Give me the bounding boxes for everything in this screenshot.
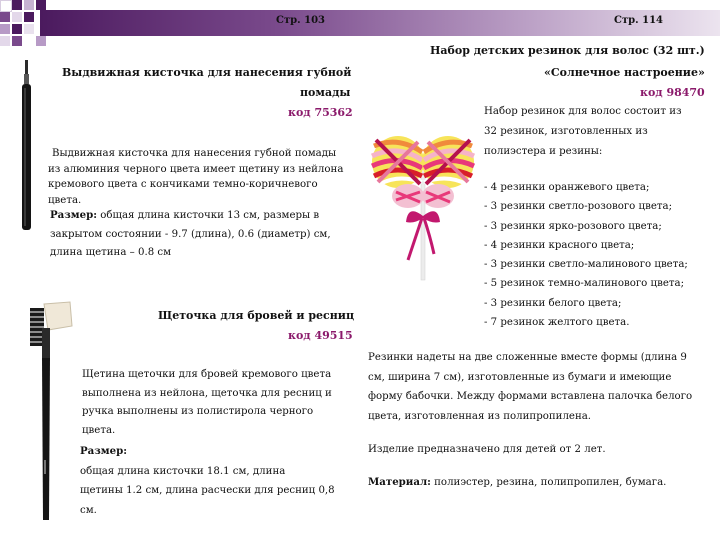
comb-neck (42, 328, 50, 358)
brush-title-line1: Выдвижная кисточка для нанесения губной (62, 66, 352, 79)
header-square (12, 12, 22, 22)
brush-size-label: Размер: (50, 209, 97, 221)
set-items-list (484, 178, 716, 332)
comb-teeth (30, 308, 44, 346)
header-square (36, 0, 46, 10)
set-title-line1: Набор детских резинок для волос (32 шт.) (430, 44, 705, 57)
comb-desc-line4: цвета. (82, 424, 116, 436)
brush-size-line1 (50, 206, 370, 226)
butterfly-left-wing (372, 136, 424, 188)
header-square (36, 36, 46, 46)
set-code: код 98470 (640, 86, 705, 99)
header-square (12, 36, 22, 46)
comb-desc-line3: ручка выполнены из полистирола черного (82, 406, 314, 417)
brush-size-line2: закрытом состоянии - 9.7 (длина), 0.6 (диаметр) см, (50, 228, 331, 240)
set-intro-line3: полиэстера и резины: (484, 146, 603, 157)
list-item: - 7 резинок желтого цвета. (484, 317, 630, 329)
butterfly-right-wing (422, 136, 474, 188)
comb-size-line2: щетины 1.2 см, длина расчески для ресниц 0,8 (80, 485, 335, 496)
brush-highlight (24, 88, 26, 226)
brush-size-text1: общая длина кисточки 13 см, размеры в (96, 210, 320, 221)
set-desc-line4: цвета, изготовленная из полипропилена. (368, 410, 592, 422)
brush-ferrule (24, 74, 29, 84)
set-title-line2: «Солнечное настроение» (544, 66, 705, 79)
header-square (0, 24, 10, 34)
list-item: - 3 резинки светло-малинового цвета; (484, 259, 688, 271)
set-material (368, 476, 666, 488)
header-square (24, 12, 34, 22)
butterfly-stick (421, 172, 425, 280)
brush-handle (22, 84, 31, 230)
header-square (24, 24, 34, 34)
butterfly-hair-ties-image (368, 132, 480, 282)
list-item: - 3 резинки ярко-розового цвета; (484, 220, 662, 232)
comb-code: код 49515 (288, 329, 353, 342)
set-intro-line2: 32 резинок, изготовленных из (484, 126, 648, 137)
header-square (12, 24, 22, 34)
header-square (0, 12, 10, 22)
set-material-value: полиэстер, резина, полипропилен, бумага. (430, 477, 667, 488)
comb-desc-line2: выполнена из нейлона, щеточка для ресниц и (82, 387, 332, 399)
list-item: - 5 резинок темно-малинового цвета; (484, 278, 684, 290)
page-number-right: Стр. 114 (614, 15, 663, 26)
lip-brush-image (14, 58, 40, 238)
comb-handle (42, 358, 50, 520)
brush-tip (25, 60, 28, 74)
comb-title: Щеточка для бровей и ресниц (158, 309, 355, 322)
comb-desc-line1: Щетина щеточки для бровей кремового цвета (82, 369, 332, 380)
comb-size-line3: см. (80, 504, 97, 516)
list-item: - 3 резинки светло-розового цвета; (484, 201, 673, 213)
header-square (24, 0, 34, 10)
set-age: Изделие предназначено для детей от 2 лет. (368, 444, 606, 455)
comb-description (82, 366, 372, 440)
brow-comb-image (26, 300, 76, 525)
page-number-left: Стр. 103 (276, 15, 325, 26)
header-square (0, 36, 10, 46)
header-square (0, 0, 12, 12)
list-item: - 4 резинки красного цвета; (484, 239, 635, 251)
set-intro-line1: Набор резинок для волос состоит из (484, 106, 682, 117)
set-description (368, 348, 714, 426)
list-item: - 3 резинки белого цвета; (484, 297, 622, 309)
comb-size-line1: общая длина кисточки 18.1 см, длина (80, 465, 286, 477)
brush-description: Выдвижная кисточка для нанесения губной помады из алюминия черного цвета имеет щетину из нейлона кремового цвета с кончиками темно-коричневого цвета. (48, 148, 344, 206)
brush-size (50, 206, 370, 263)
brush-code: код 75362 (288, 106, 353, 119)
header-square (12, 0, 22, 10)
comb-size-label: Размер: (80, 445, 127, 457)
set-desc-line3: форму бабочки. Между формами вставлена палочка белого (368, 391, 693, 402)
brow-bristles (44, 302, 72, 330)
brush-title-line2: помады (300, 86, 351, 99)
set-desc-line2: см, ширина 7 см), изготовленные из бумаги и имеющие (368, 371, 672, 383)
comb-logo (44, 460, 46, 474)
list-item: - 4 резинки оранжевого цвета; (484, 182, 650, 193)
set-desc-line1: Резинки надеты на две сложенные вместе формы (длина 9 (368, 352, 687, 363)
comb-size (80, 442, 370, 520)
set-intro (484, 102, 714, 162)
set-material-label: Материал: (368, 476, 431, 488)
brush-size-line3: длина щетина – 0.8 см (50, 247, 172, 258)
